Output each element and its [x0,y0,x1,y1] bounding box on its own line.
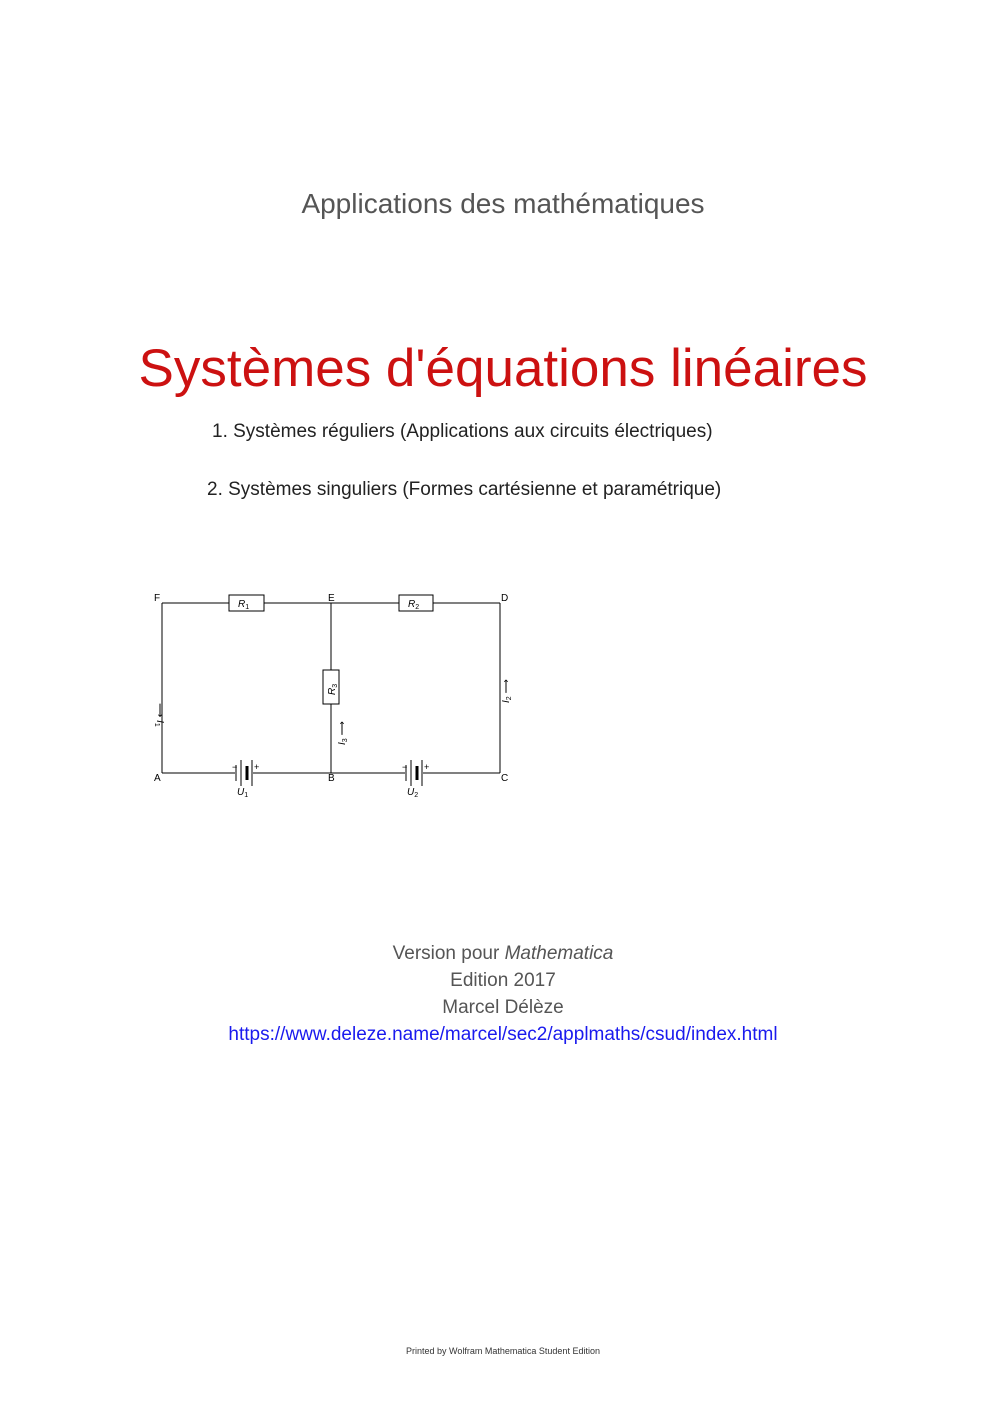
battery-u2-minus: − [402,762,408,772]
current-i1-label [153,703,165,727]
document-title: Systèmes d'équations linéaires [138,339,868,398]
node-d-label: D [501,593,509,604]
circuit-diagram [140,585,530,805]
node-e-label: E [328,593,335,604]
credits-block [0,940,1000,1048]
battery-u1-minus: − [232,762,238,772]
document-subtitle: Applications des mathématiques [301,188,705,219]
node-a-label: A [154,773,161,784]
current-i2-label [501,679,513,703]
node-c-label: C [501,773,509,784]
author-line: Marcel Délèze [442,997,564,1018]
current-i3-label [337,721,349,745]
battery-u2-label: $U_2$ [407,787,419,799]
contents-item-2: 2. Systèmes singuliers (Formes cartésienne et paramétrique) [207,479,722,500]
svg-text:⟶ I1: ⟶ $I_1$ [153,703,165,727]
battery-u2-plus: + [424,762,430,772]
node-b-label: B [328,773,335,784]
battery-u1 [236,760,252,786]
svg-text:I3 ⟶: $I_3$ ⟶ [337,721,349,745]
svg-text:I2 ⟶: $I_2$ ⟶ [501,679,513,703]
battery-u2 [406,760,422,786]
website-link[interactable]: https://www.deleze.name/marcel/sec2/applmaths/csud/index.html [228,1024,778,1045]
node-f-label: F [154,593,161,604]
battery-u1-plus: + [254,762,260,772]
version-software: Mathematica [504,943,614,964]
contents-item-1: 1. Systèmes réguliers (Applications aux circuits électriques) [212,421,713,442]
print-footer: Printed by Wolfram Mathematica Student Edition [406,1346,600,1356]
battery-u1-label: $U_1$ [237,787,249,799]
resistor-r1-label: $R_1$ [238,599,250,611]
version-prefix: Version pour [392,943,505,964]
resistor-r3-label: $R_3$ [327,683,339,695]
version-line [0,940,1000,967]
resistor-r2-label: $R_2$ [408,599,420,611]
edition-line: Edition 2017 [450,970,556,991]
